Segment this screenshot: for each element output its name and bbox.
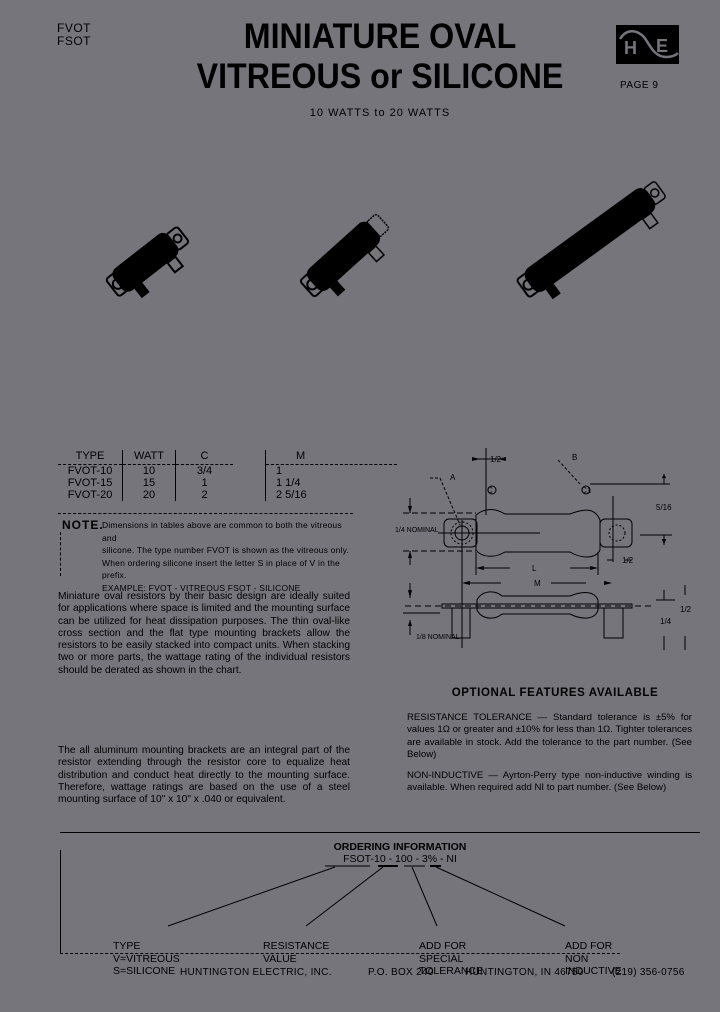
svg-text:A: A: [450, 473, 456, 482]
label-line: RESISTANCE: [263, 940, 330, 952]
svg-text:5/16: 5/16: [656, 503, 672, 512]
col-c: C: [176, 450, 234, 465]
label-line: SPECIAL: [419, 952, 464, 965]
svg-text:E: E: [656, 36, 669, 56]
col-type: TYPE: [58, 450, 123, 465]
cell-watt: 15: [123, 477, 176, 489]
page-number: PAGE 9: [620, 80, 659, 91]
cell-m: 1 1/4: [266, 477, 398, 489]
product-code-fsot: FSOT: [57, 34, 91, 48]
cell-m: 1: [266, 465, 398, 478]
cell-c: 2: [176, 489, 234, 501]
label-line: V=VITREOUS: [113, 952, 180, 965]
optional-features-title: OPTIONAL FEATURES AVAILABLE: [451, 687, 659, 699]
cell-type: FVOT-20: [67, 489, 113, 501]
title-line-1: MINIATURE OVAL: [243, 17, 517, 56]
svg-text:H: H: [624, 38, 637, 58]
svg-text:1/4: 1/4: [660, 617, 672, 626]
svg-text:1/4 NOMINAL: 1/4 NOMINAL: [395, 527, 439, 534]
cell-c: 3/4: [176, 465, 234, 478]
svg-text:C: C: [487, 486, 493, 495]
note-example: EXAMPLE: FVOT - VITREOUS FSOT - SILICONE: [102, 582, 301, 593]
svg-text:B: B: [572, 453, 578, 462]
cell-watt: 10: [123, 465, 176, 478]
label-line: TYPE: [113, 940, 141, 952]
col-watt: WATT: [123, 450, 176, 465]
svg-text:1/8 NOMINAL: 1/8 NOMINAL: [416, 634, 460, 641]
cell-type: FVOT-15: [67, 477, 113, 489]
label-line: VALUE: [263, 952, 297, 965]
cell-m: 2 5/16: [266, 489, 398, 501]
ordering-label-type: [113, 940, 180, 978]
svg-text:C1: C1: [581, 486, 592, 495]
svg-text:M: M: [534, 579, 541, 588]
product-code-fvot: FVOT: [57, 21, 91, 35]
label-line: ADD FOR: [565, 940, 613, 952]
label-line: S=SILICONE: [113, 965, 176, 977]
note-label: NOTE.: [62, 518, 104, 532]
label-line: INDUCTIVE: [565, 965, 622, 977]
ordering-example-code: FSOT-10 - 100 - 3% - NI: [343, 853, 457, 865]
feature-resistance-tolerance: RESISTANCE TOLERANCE — Standard tolerance is ±5% for values 1Ω or greater and ±10% for less than 1Ω. Tighter tolerances are available in stock. Add the tolerance to the part number. (See Below): [407, 712, 692, 760]
note-line: Dimensions in tables above are common to both the vitreous and: [102, 520, 342, 543]
cell-type: FVOT-10: [67, 465, 113, 477]
footer-po-box: P.O. BOX 240: [368, 967, 434, 978]
feature-non-inductive: NON-INDUCTIVE — Ayrton-Perry type non-inductive winding is available. When required add NI to part number. (See Below): [407, 770, 692, 794]
note-line: silicone. The type number FVOT is shown as the vitreous only.: [102, 545, 350, 555]
label-line: TOLERANCE: [419, 965, 483, 977]
footer-company: HUNTINGTON ELECTRIC, INC.: [180, 967, 332, 978]
footer-phone: (219) 356-0756: [612, 967, 685, 978]
note-line: prefix.: [102, 570, 127, 580]
ordering-title: ORDERING INFORMATION: [333, 841, 467, 853]
wattage-range: 10 WATTS to 20 WATTS: [309, 107, 451, 119]
svg-text:1/2: 1/2: [622, 556, 634, 565]
description-paragraph: Miniature oval resistors by their basic design are ideally suited for applications where space is limited and the mounting surface can be utilized for heat dissipation purposes. The thin oval-like cross section and the flat type mounting brackets allow the resistors to be easily stacked into compact units. When stacking two or more parts, the wattage rating of the individual resistors should be derated as shown in the chart.: [58, 591, 350, 676]
cell-c: 1: [176, 477, 234, 489]
footer-city: HUNTINGTON, IN 46750: [465, 967, 584, 978]
note-line: When ordering silicone insert the letter S in place of V in the: [102, 557, 340, 568]
svg-text:1/2: 1/2: [490, 455, 502, 464]
bracket-paragraph: The all aluminum mounting brackets are an integral part of the resistor extending through the resistor core to equalize heat distribution and conduct heat directly to the mounting surface. Therefore, wattage ratings are based on the use of a steel mounting surface of 10" x 10" x .040 or equivalent.: [58, 745, 350, 806]
ordering-label-resistance: [263, 940, 329, 965]
svg-text:L: L: [532, 564, 537, 573]
col-m: M: [266, 450, 398, 465]
label-line: ADD FOR: [419, 940, 467, 952]
cell-watt: 20: [123, 489, 176, 501]
svg-text:1/2: 1/2: [680, 605, 692, 614]
label-line: NON: [565, 952, 589, 965]
title-line-2: VITREOUS or SILICONE: [196, 57, 564, 96]
